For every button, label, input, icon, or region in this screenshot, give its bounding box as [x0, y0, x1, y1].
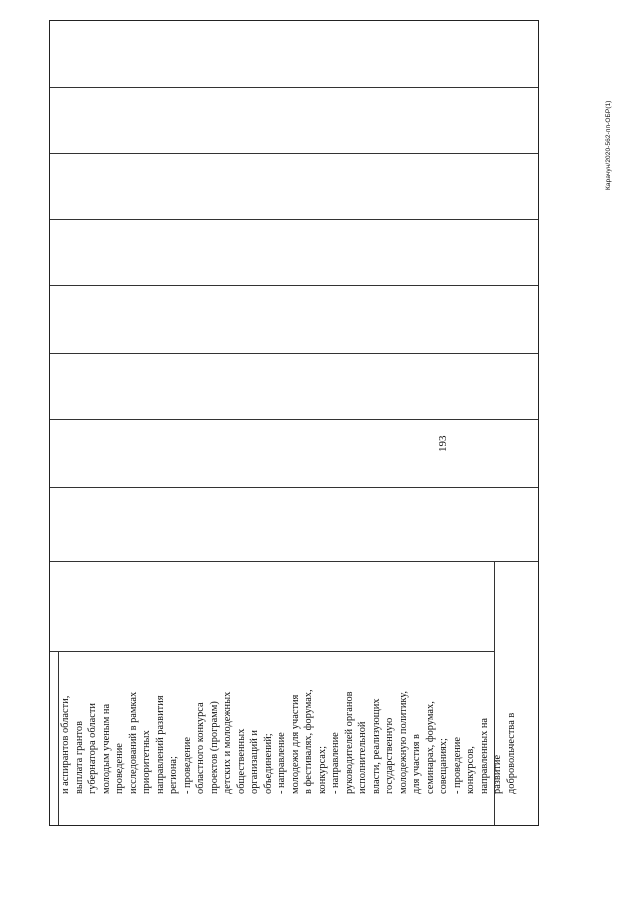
text-line: для участия в — [411, 734, 422, 794]
text-line: направлений развития — [154, 695, 166, 794]
text-line: проведение — [114, 743, 125, 794]
text-line: молодежи для участия — [289, 694, 301, 794]
text-line: - направление — [276, 732, 287, 794]
row-divider — [50, 285, 538, 286]
text-line: конкурсов, — [465, 746, 476, 794]
row-divider — [50, 87, 538, 88]
text-line: региона; — [168, 756, 179, 794]
text-line: молодым ученым на — [100, 703, 112, 794]
text-line: и аспирантов области, — [60, 695, 71, 794]
text-line: областного конкурса — [195, 702, 206, 794]
text-line: - направление — [330, 732, 341, 794]
document-code: Карачун/2020-562-пп-ОБР(1) — [605, 100, 612, 190]
text-line: проектов (программ) — [208, 701, 220, 794]
text-line: объединений; — [262, 733, 274, 794]
row-divider — [50, 219, 538, 220]
table-cell-text — [59, 649, 518, 794]
text-line: государственную — [384, 717, 395, 794]
text-line: совещаниях; — [438, 738, 449, 794]
text-line: - проведение — [181, 737, 193, 794]
row-divider — [50, 153, 538, 154]
text-line: власти, реализующих — [370, 698, 382, 794]
text-line: исполнительной — [357, 721, 368, 794]
row-divider — [50, 419, 538, 420]
text-line: направленных на — [478, 717, 490, 794]
text-line: добровольчества в — [505, 712, 517, 794]
text-line: выплата грантов — [73, 721, 85, 794]
text-line: развитие — [492, 754, 503, 794]
text-line: детских и молодежных — [222, 691, 233, 794]
text-line: организаций и — [249, 730, 260, 794]
row-divider — [50, 353, 538, 354]
text-line: - проведение — [451, 737, 463, 794]
text-line: конкурсах; — [316, 745, 328, 794]
row-divider — [50, 487, 538, 488]
text-line: исследований в рамках — [127, 691, 139, 794]
text-line: молодежную политику, — [397, 690, 409, 794]
text-line: семинарах, форумах, — [424, 701, 436, 794]
row-divider — [50, 561, 538, 562]
text-line: губернатора области — [87, 703, 98, 794]
page-number: 193 — [437, 435, 449, 452]
text-line: в фестивалях, форумах, — [303, 689, 314, 794]
text-line: приоритетных — [141, 730, 152, 794]
text-line: общественных — [235, 728, 247, 794]
text-line: руководителей органов — [343, 691, 355, 794]
